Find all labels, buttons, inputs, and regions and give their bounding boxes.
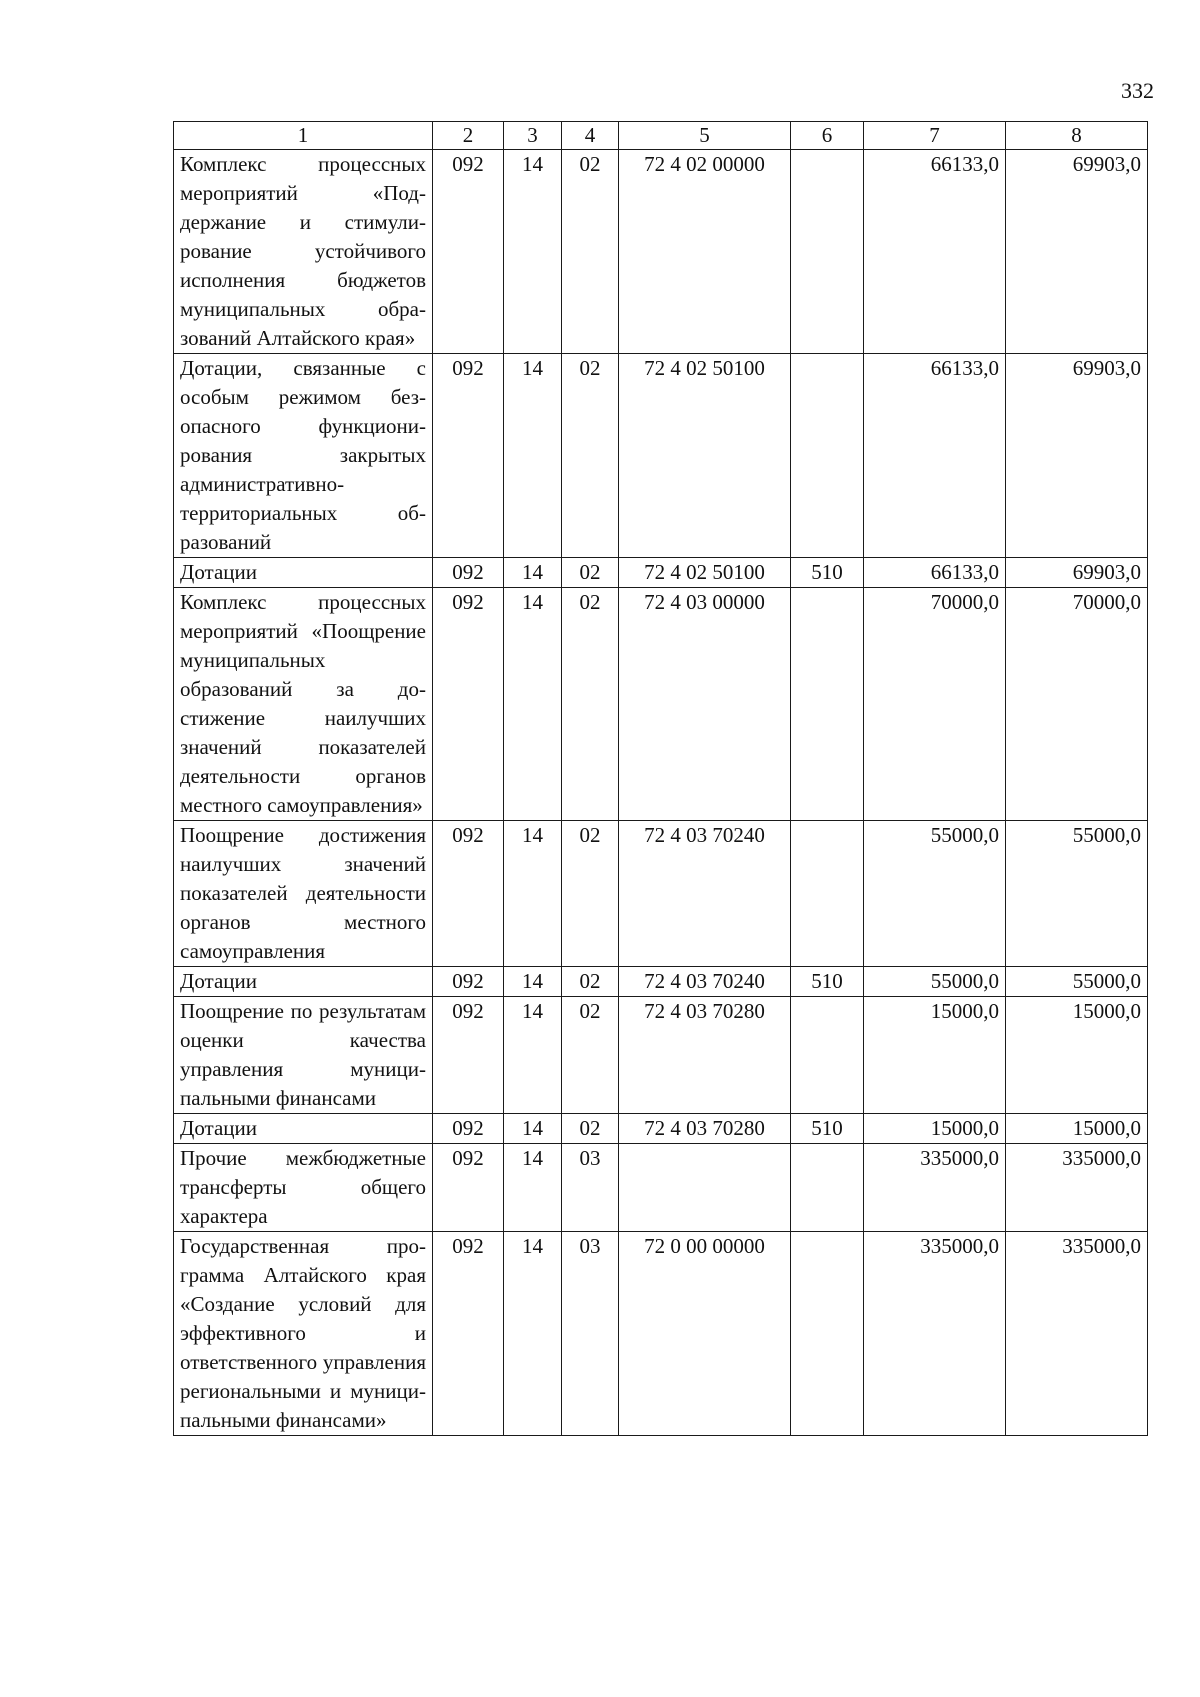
row-section: 14 xyxy=(504,150,562,354)
row-name: Государственная программа Алтайского края «Создание условий для эффективного и ответственного управления региональными и муниципальными финансами» xyxy=(174,1232,433,1436)
row-subsection: 03 xyxy=(562,1232,619,1436)
table-row xyxy=(174,150,1148,354)
row-subsection: 02 xyxy=(562,588,619,821)
row-section: 14 xyxy=(504,997,562,1114)
row-name: Дотации, связанные с особым режимом безопасного функционирования закрытых административно-территориальных образований xyxy=(174,354,433,558)
row-expense-kind xyxy=(791,1144,864,1232)
table-row xyxy=(174,588,1148,821)
row-amount-year2: 70000,0 xyxy=(1006,588,1148,821)
row-amount-year1: 15000,0 xyxy=(864,1114,1006,1144)
row-amount-year2: 335000,0 xyxy=(1006,1232,1148,1436)
table-row xyxy=(174,1114,1148,1144)
row-code: 092 xyxy=(433,1144,504,1232)
row-expense-kind xyxy=(791,150,864,354)
row-target-article: 72 4 03 70240 xyxy=(619,967,791,997)
row-amount-year1: 55000,0 xyxy=(864,967,1006,997)
table-row xyxy=(174,1232,1148,1436)
header-cell: 6 xyxy=(791,122,864,150)
row-target-article: 72 4 02 50100 xyxy=(619,354,791,558)
header-cell: 4 xyxy=(562,122,619,150)
row-name: Дотации xyxy=(174,558,433,588)
row-target-article xyxy=(619,1144,791,1232)
header-cell: 8 xyxy=(1006,122,1148,150)
row-code: 092 xyxy=(433,1114,504,1144)
row-amount-year2: 69903,0 xyxy=(1006,558,1148,588)
table-row xyxy=(174,558,1148,588)
row-section: 14 xyxy=(504,558,562,588)
row-amount-year2: 55000,0 xyxy=(1006,821,1148,967)
table-row xyxy=(174,997,1148,1114)
row-subsection: 02 xyxy=(562,558,619,588)
row-amount-year2: 15000,0 xyxy=(1006,1114,1148,1144)
table-row xyxy=(174,1144,1148,1232)
row-expense-kind xyxy=(791,821,864,967)
row-amount-year2: 69903,0 xyxy=(1006,354,1148,558)
row-name: Дотации xyxy=(174,967,433,997)
row-amount-year1: 335000,0 xyxy=(864,1144,1006,1232)
row-target-article: 72 4 02 00000 xyxy=(619,150,791,354)
table-row xyxy=(174,967,1148,997)
row-target-article: 72 4 03 70280 xyxy=(619,1114,791,1144)
row-amount-year2: 15000,0 xyxy=(1006,997,1148,1114)
row-section: 14 xyxy=(504,821,562,967)
row-target-article: 72 0 00 00000 xyxy=(619,1232,791,1436)
row-expense-kind xyxy=(791,997,864,1114)
row-subsection: 02 xyxy=(562,150,619,354)
row-expense-kind: 510 xyxy=(791,1114,864,1144)
row-expense-kind xyxy=(791,1232,864,1436)
header-cell: 1 xyxy=(174,122,433,150)
row-section: 14 xyxy=(504,1232,562,1436)
header-cell: 2 xyxy=(433,122,504,150)
row-amount-year2: 55000,0 xyxy=(1006,967,1148,997)
row-name: Комплекс процессных мероприятий «Поощрение муниципальных образований за достижение наилучших значений показателей деятельности органов местного самоуправления» xyxy=(174,588,433,821)
row-section: 14 xyxy=(504,1114,562,1144)
row-expense-kind xyxy=(791,588,864,821)
row-subsection: 02 xyxy=(562,1114,619,1144)
row-section: 14 xyxy=(504,354,562,558)
row-subsection: 03 xyxy=(562,1144,619,1232)
row-expense-kind xyxy=(791,354,864,558)
row-target-article: 72 4 03 70280 xyxy=(619,997,791,1114)
row-code: 092 xyxy=(433,821,504,967)
row-expense-kind: 510 xyxy=(791,967,864,997)
row-name: Поощрение достижения наилучших значений показателей деятельности органов местного самоуправления xyxy=(174,821,433,967)
header-cell: 7 xyxy=(864,122,1006,150)
header-row xyxy=(174,122,1148,150)
row-amount-year2: 69903,0 xyxy=(1006,150,1148,354)
row-code: 092 xyxy=(433,1232,504,1436)
row-code: 092 xyxy=(433,354,504,558)
row-amount-year1: 70000,0 xyxy=(864,588,1006,821)
row-name: Прочие межбюджетные трансферты общего характера xyxy=(174,1144,433,1232)
row-target-article: 72 4 03 00000 xyxy=(619,588,791,821)
row-amount-year1: 66133,0 xyxy=(864,150,1006,354)
row-code: 092 xyxy=(433,150,504,354)
row-code: 092 xyxy=(433,558,504,588)
row-section: 14 xyxy=(504,967,562,997)
row-amount-year1: 66133,0 xyxy=(864,354,1006,558)
page-number: 332 xyxy=(1121,78,1154,103)
row-subsection: 02 xyxy=(562,997,619,1114)
header-cell: 3 xyxy=(504,122,562,150)
row-amount-year1: 55000,0 xyxy=(864,821,1006,967)
row-amount-year1: 335000,0 xyxy=(864,1232,1006,1436)
row-subsection: 02 xyxy=(562,354,619,558)
row-code: 092 xyxy=(433,997,504,1114)
row-amount-year1: 66133,0 xyxy=(864,558,1006,588)
row-amount-year2: 335000,0 xyxy=(1006,1144,1148,1232)
row-code: 092 xyxy=(433,588,504,821)
row-name: Комплекс процессных мероприятий «Поддержание и стимулирование устойчивого исполнения бюджетов муниципальных образований Алтайского края» xyxy=(174,150,433,354)
row-code: 092 xyxy=(433,967,504,997)
header-cell: 5 xyxy=(619,122,791,150)
row-name: Дотации xyxy=(174,1114,433,1144)
row-amount-year1: 15000,0 xyxy=(864,997,1006,1114)
row-target-article: 72 4 03 70240 xyxy=(619,821,791,967)
row-subsection: 02 xyxy=(562,821,619,967)
budget-table xyxy=(173,121,1148,1436)
row-subsection: 02 xyxy=(562,967,619,997)
row-section: 14 xyxy=(504,588,562,821)
row-expense-kind: 510 xyxy=(791,558,864,588)
table-row xyxy=(174,821,1148,967)
row-name: Поощрение по результатам оценки качества управления муниципальными финансами xyxy=(174,997,433,1114)
table-row xyxy=(174,354,1148,558)
row-section: 14 xyxy=(504,1144,562,1232)
row-target-article: 72 4 02 50100 xyxy=(619,558,791,588)
